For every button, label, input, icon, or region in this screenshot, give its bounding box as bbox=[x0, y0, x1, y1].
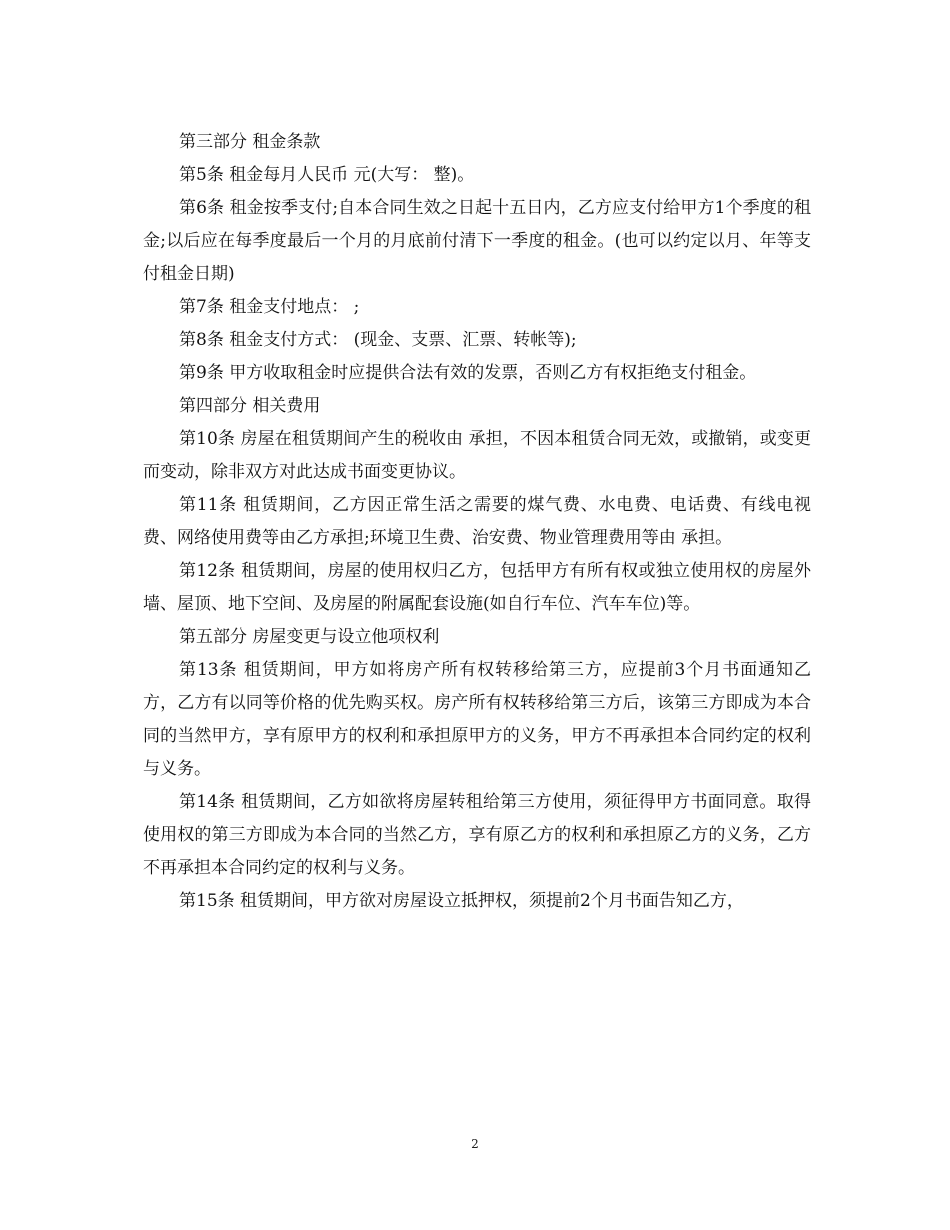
clause-5: 第5条 租金每月人民币 元(大写： 整)。 bbox=[179, 165, 475, 185]
clause-9: 第9条 甲方收取租金时应提供合法有效的发票，否则乙方有权拒绝支付租金。 bbox=[179, 363, 757, 383]
clause-14: 第14条 租赁期间，乙方如欲将房屋转租给第三方使用，须征得甲方书面同意。取得使用权的第三方即成为本合同的当然乙方，享有原乙方的权利和承担原乙方的义务，乙方不再承担本合同约定的权利与义务。 bbox=[143, 792, 811, 878]
section-heading-part-3: 第三部分 租金条款 bbox=[179, 132, 321, 152]
clause-7: 第7条 租金支付地点： ; bbox=[179, 297, 360, 317]
clause-6: 第6条 租金按季支付;自本合同生效之日起十五日内，乙方应支付给甲方1个季度的租金;以后应在每季度最后一个月的月底前付清下一季度的租金。(也可以约定以月、年等支付租金日期) bbox=[143, 198, 811, 284]
document-body bbox=[143, 126, 811, 918]
clause-11: 第11条 租赁期间，乙方因正常生活之需要的煤气费、水电费、电话费、有线电视费、网络使用费等由乙方承担;环境卫生费、治安费、物业管理费用等由 承担。 bbox=[143, 495, 811, 548]
clause-15: 第15条 租赁期间，甲方欲对房屋设立抵押权，须提前2个月书面告知乙方， bbox=[179, 891, 744, 911]
clause-13: 第13条 租赁期间，甲方如将房产所有权转移给第三方，应提前3个月书面通知乙方，乙方有以同等价格的优先购买权。房产所有权转移给第三方后，该第三方即成为本合同的当然甲方，享有原甲方的权利和承担原甲方的义务，甲方不再承担本合同约定的权利与义务。 bbox=[143, 660, 811, 779]
section-heading-part-4: 第四部分 相关费用 bbox=[179, 396, 321, 416]
section-heading-part-5: 第五部分 房屋变更与设立他项权利 bbox=[179, 627, 440, 647]
clause-10: 第10条 房屋在租赁期间产生的税收由 承担，不因本租赁合同无效，或撤销，或变更而变动，除非双方对此达成书面变更协议。 bbox=[143, 429, 811, 482]
clause-12: 第12条 租赁期间，房屋的使用权归乙方，包括甲方有所有权或独立使用权的房屋外墙、屋顶、地下空间、及房屋的附属配套设施(如自行车位、汽车车位)等。 bbox=[143, 561, 811, 614]
page-number: 2 bbox=[471, 1137, 479, 1151]
clause-8: 第8条 租金支付方式： (现金、支票、汇票、转帐等); bbox=[179, 330, 577, 350]
